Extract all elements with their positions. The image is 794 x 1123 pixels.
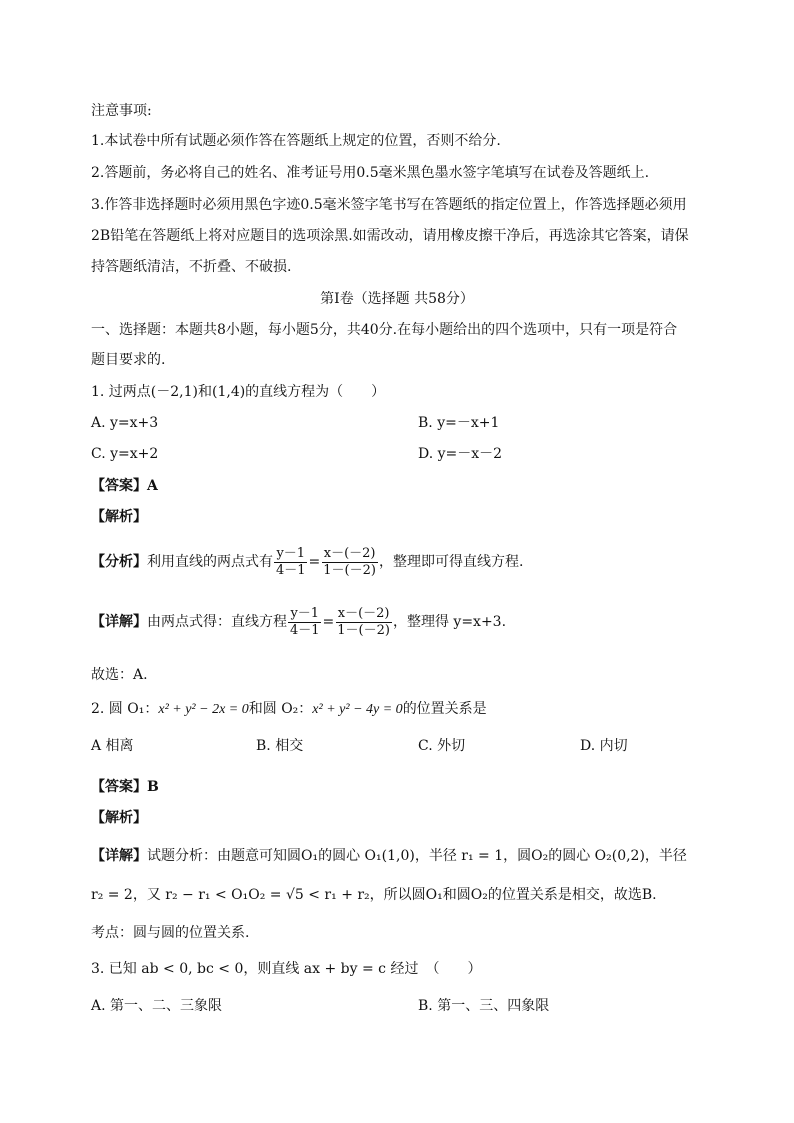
q1-fenxi-frac-left xyxy=(274,546,308,579)
q2-detail-text1: 试题分析：由题意可知圆O₁的圆心 O₁(1,0)，半径 r₁ = 1，圆O₂的圆心 O₂(0,2)，半径 xyxy=(147,848,687,864)
q1-detail: 【详解】由两点式得：直线方程 $\frac{y-1}{4-1}$ = $\frac{x-(-2)}{1-(-2)}$ ，整理得 y=x+3. xyxy=(91,605,507,638)
q2-analysis-label: 【解析】 xyxy=(91,810,147,826)
section-title: 第Ⅰ卷（选择题 共58分） xyxy=(320,291,474,307)
frac-denominator: 1－(－2) xyxy=(337,622,390,638)
q1-detail-pre: 由两点式得：直线方程 xyxy=(147,614,287,630)
q2-stem-mid: 和圆 O₂： xyxy=(248,701,313,717)
q1-fenxi-pre: 利用直线的两点式有 xyxy=(147,554,273,570)
q1-fenxi-post: ，整理即可得直线方程. xyxy=(378,554,524,570)
part1-intro-line1: 一、选择题：本题共8小题，每小题5分，共40分.在每小题给出的四个选项中，只有一项是符合 xyxy=(91,322,678,338)
q2-eq1: x² + y² − 2x = 0 xyxy=(158,702,249,717)
q1-option-a: A. y=x+3 xyxy=(91,415,159,431)
q2-option-b: B. 相交 xyxy=(256,738,304,754)
q2-option-d: D. 内切 xyxy=(580,738,628,754)
notice-item-4: 2B铅笔在答题纸上将对应题目的选项涂黑.如需改动，请用橡皮擦干净后，再选涂其它答案，请保 xyxy=(91,228,689,244)
q1-option-c: C. y=x+2 xyxy=(91,446,159,462)
notice-item-3: 3.作答非选择题时必须用黑色字迹0.5毫米签字笔书写在答题纸的指定位置上，作答选择题必须用 xyxy=(91,197,687,213)
q1-detail-post: ，整理得 y=x+3. xyxy=(392,614,507,630)
frac-denominator: 4－1 xyxy=(276,562,306,578)
frac-numerator: y－1 xyxy=(276,545,306,561)
q1-fenxi-label: 【分析】 xyxy=(91,554,147,570)
notice-title: 注意事项: xyxy=(91,103,152,119)
q2-option-a: A 相离 xyxy=(91,738,134,754)
q2-eq2: x² + y² − 4y = 0 xyxy=(312,702,403,717)
q1-option-b: B. y=－x+1 xyxy=(418,415,500,431)
q1-fenxi: 【分析】利用直线的两点式有 $\frac{y-1}{4-1}$ = $\frac{x-(-2)}{1-(-2)}$ ，整理即可得直线方程. xyxy=(91,545,524,578)
q1-detail-label: 【详解】 xyxy=(91,614,147,630)
q2-answer: 【答案】B xyxy=(91,779,159,795)
q2-option-c: C. 外切 xyxy=(418,738,466,754)
notice-item-1: 1.本试卷中所有试题必须作答在答题纸上规定的位置，否则不给分. xyxy=(91,133,501,149)
q2-kaodian: 考点：圆与圆的位置关系. xyxy=(91,925,250,941)
frac-numerator: x－(－2) xyxy=(323,545,376,561)
notice-item-5: 持答题纸清洁，不折叠、不破损. xyxy=(91,259,292,275)
q3-option-a: A. 第一、二、三象限 xyxy=(91,998,223,1014)
frac-numerator: y－1 xyxy=(290,605,320,621)
frac-denominator: 1－(－2) xyxy=(323,562,376,578)
notice-item-2: 2.答题前，务必将自己的姓名、准考证号用0.5毫米黑色墨水签字笔填写在试卷及答题纸上. xyxy=(91,165,650,181)
q2-stem-post: 的位置关系是 xyxy=(402,701,487,717)
q2-stem xyxy=(91,700,487,719)
q1-analysis-label: 【解析】 xyxy=(91,509,147,525)
q1-stem: 1. 过两点(－2,1)和(1,4)的直线方程为（ ） xyxy=(91,384,386,400)
q1-answer: 【答案】A xyxy=(91,478,158,494)
part1-intro-line2: 题目要求的. xyxy=(91,352,166,368)
q1-fenxi-frac-right xyxy=(321,546,378,579)
q2-detail-line1 xyxy=(91,847,687,865)
q2-stem-pre: 2. 圆 O₁： xyxy=(91,701,159,717)
q3-option-b: B. 第一、三、四象限 xyxy=(418,998,550,1014)
q3-stem: 3. 已知 ab < 0, bc < 0，则直线 ax + by = c 经过 （ ） xyxy=(91,961,482,977)
q2-detail-label: 【详解】 xyxy=(91,848,147,864)
frac-denominator: 4－1 xyxy=(290,622,320,638)
q1-option-d: D. y=－x－2 xyxy=(418,446,503,462)
q1-detail-frac-right xyxy=(335,606,392,639)
q1-choose: 故选：A. xyxy=(91,667,148,683)
q2-detail-line2: r₂ = 2，又 r₂ − r₁ < O₁O₂ = √5 < r₁ + r₂，所以圆O₁和圆O₂的位置关系是相交，故选B. xyxy=(91,887,657,903)
q1-detail-frac-left xyxy=(288,606,322,639)
frac-numerator: x－(－2) xyxy=(337,605,390,621)
